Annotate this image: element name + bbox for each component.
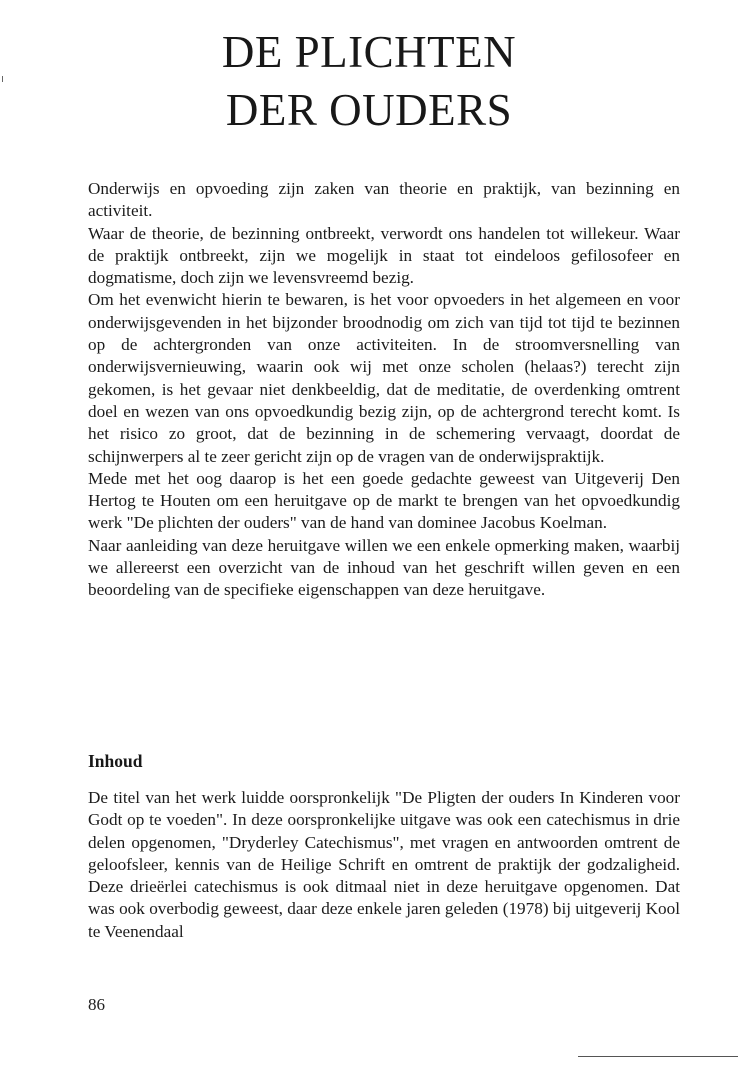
paragraph: Om het evenwicht hierin te bewaren, is het voor opvoeders in het algemeen en voor onderwijsgevenden in het bijzonder broodnodig om zich van tijd tot tijd te bezinnen op de achtergronden van onze activiteiten. In de stroomversnelling van onderwijsvernieuwing, waarin ook wij met onze scholen (helaas?) terecht zijn gekomen, is het gevaar niet denkbeeldig, dat de meditatie, de overdenking omtrent doel en wezen van ons opvoedkundig bezig zijn, op de achtergrond terecht komt. Is het risico zo groot, dat de bezinning in de schemering vervaagt, doordat de schijnwerpers al te zeer gericht zijn op de vragen van de onderwijspraktijk. — [88, 290, 680, 466]
intro-text — [88, 178, 680, 602]
page-number: 86 — [88, 995, 105, 1014]
paragraph: De titel van het werk luidde oorspronkelijk "De Pligten der ouders In Kinderen voor Godt op te voeden". In deze oorspronkelijke uitgave was ook een catechismus in drie delen opgenomen, "Dryderley Catechismus", met vragen en antwoorden omtrent de geloofsleer, kennis van de Heilige Schrift en omtrent de praktijk der godzaligheid. Deze drieërlei catechismus is ook ditmaal niet in deze heruitgave opgenomen. Dat was ook overbodig geweest, daar deze enkele jaren geleden (1978) bij uitgeverij Kool te Veenendaal — [88, 788, 680, 941]
paragraph: Naar aanleiding van deze heruitgave willen we een enkele opmerking maken, waarbij we allereerst een overzicht van de inhoud van het geschrift willen geven en een beoordeling van de specifieke eigenschappen van deze heruitgave. — [88, 535, 680, 600]
paragraph: Waar de theorie, de bezinning ontbreekt, verwordt ons handelen tot willekeur. Waar de praktijk ontbreekt, zijn we mogelijk in staat tot eindeloos gefilosofeer en dogmatisme, doch zijn we levensvreemd bezig. — [88, 223, 680, 288]
paragraph: Onderwijs en opvoeding zijn zaken van theorie en praktijk, van bezinning en activiteit. — [88, 179, 680, 221]
paragraph: Mede met het oog daarop is het een goede gedachte geweest van Uitgeverij Den Hertog te Houten om een heruitgave op de markt te brengen van het opvoedkundig werk "De plichten der ouders" van de hand van dominee Jacobus Koelman. — [88, 468, 680, 533]
section-text — [88, 787, 680, 943]
section-heading: Inhoud — [88, 751, 143, 771]
scan-edge-line — [578, 1056, 738, 1057]
title-line-2: DER OUDERS — [225, 85, 513, 135]
title-line-1: DE PLICHTEN — [221, 27, 517, 77]
